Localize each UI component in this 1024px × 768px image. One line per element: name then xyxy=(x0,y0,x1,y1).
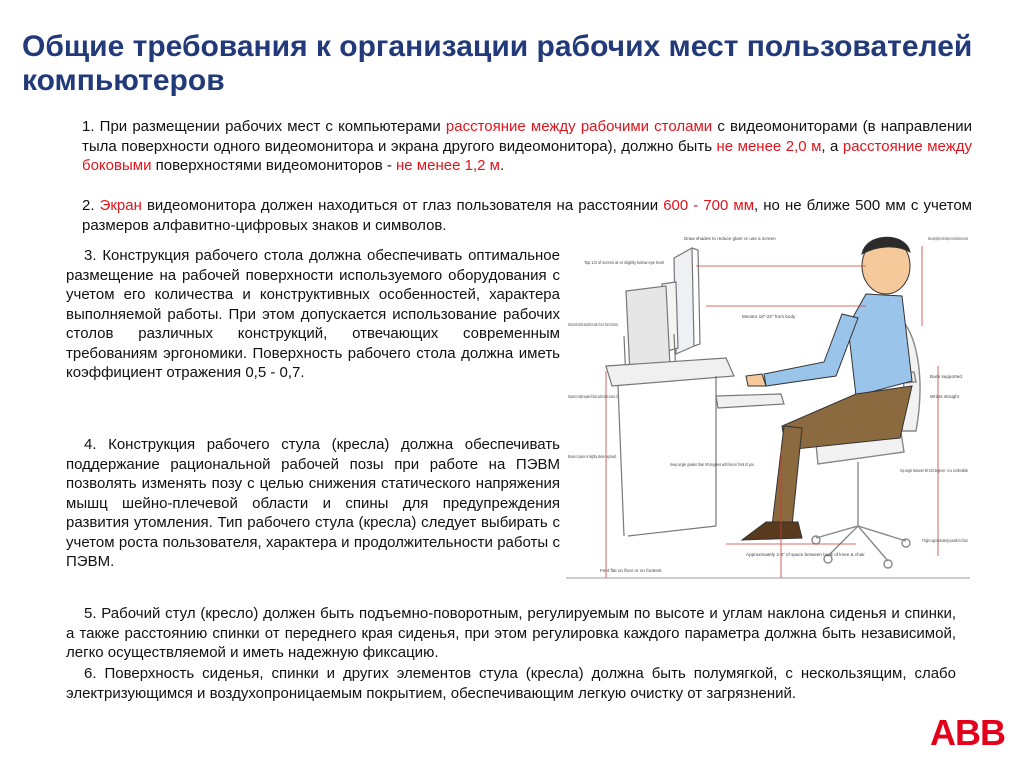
label-monitor-distance: Monitor 18"-22" from body xyxy=(742,314,796,319)
label-keyboard: Keyboard on slight negative tilt (back portion lower & above 1") xyxy=(568,394,619,399)
paragraph-1: 1. При размещении рабочих мест с компьютерами расстояние между рабочими столами с видеомониторами (в направлении тыла поверхности одного видеомонитора и экрана другого видеомонитора), должно быть не менее 2,0 м, а расстояние между боковыми поверхностями видеомониторов - не менее 1,2 м. xyxy=(82,118,972,174)
paragraph-2: 2. Экран видеомонитора должен находиться от глаз пользователя на расстоянии 600 - 700 мм, но не ближе 500 мм с учетом размеров алфавитно-цифровых знаков и символов. xyxy=(82,197,972,234)
label-wrists: Wrists straight xyxy=(930,394,960,399)
label-document-holder: Document holder attached to side of or in front of monitor xyxy=(568,322,619,327)
ergonomic-workstation-illustration xyxy=(566,226,970,598)
label-hip-angle: Hip angle between 90-120 degrees - in a comfortable xyxy=(900,468,969,473)
paragraph-5: 5. Рабочий стул (кресло) должен быть подъемно-поворотным, регулируемым по высоте и углам наклона сиденья и спинки, а также расстоянию спинки от переднего края сиденья, при этом регулировка каждого параметра должна быть независимой, легко осуществляемой и иметь надежную фиксацию. xyxy=(66,605,956,661)
paragraph-3: 3. Конструкция рабочего стола должна обеспечивать оптимальное размещение на рабочей поверхности используемого оборудования с учетом его количества и конструктивных особенностей, характера выполняемой работы. При этом допускается использование рабочих столов различных конструкций, отвечающих современным требованиям эргономики. Поверхность рабочего стола должна иметь коэффициент отражения 0,5 - 0,7. xyxy=(66,247,560,381)
label-back-supported: Back supported xyxy=(930,374,962,379)
paragraph-6: 6. Поверхность сиденья, спинки и других элементов стула (кресла) должна быть полумягкой, с нескользящим, слабо электризующимся и воздухопроницаемым покрытием, обеспечивающим легкую очистку от загрязнений. xyxy=(66,665,956,702)
seated-person-drawing xyxy=(742,237,912,540)
abb-logo: ABB xyxy=(930,712,1005,753)
label-mouse: Mouse in plane or slightly above keyboard xyxy=(568,454,617,459)
paragraph-4: 4. Конструкция рабочего стула (кресла) должна обеспечивать поддержание рациональной рабочей позы при работе на ПЭВМ позволять изменять позу с целью снижения статического напряжения мышц шейно-плечевой области и спины для предупреждения развития утомления. Тип рабочего стула (кресла) следует выбирать с учетом роста пользователя, характера и продолжительности работы с ПЭВМ. xyxy=(66,436,560,570)
label-feet: Feet flat on floor or on footrest xyxy=(600,568,662,573)
label-drape: Draw shades to reduce glare or use a screen xyxy=(684,236,776,241)
label-knee-angle: Keep angle greater than 90 degrees with feet in front of you xyxy=(670,462,755,467)
label-top-screen: Top 1/3 of screen at or slightly below eye level xyxy=(584,260,664,265)
label-thighs: Thighs approximately parallel to floor xyxy=(922,538,969,543)
label-knee-space: Approximately 2-3" of space between back of knee & chair xyxy=(746,552,865,557)
page-title: Общие требования к организации рабочих мест пользователей компьютеров xyxy=(22,30,973,97)
label-elbows: Elbows at angle slightly more than 90 degrees, arms and hands relaxed, arms at side xyxy=(928,236,969,241)
